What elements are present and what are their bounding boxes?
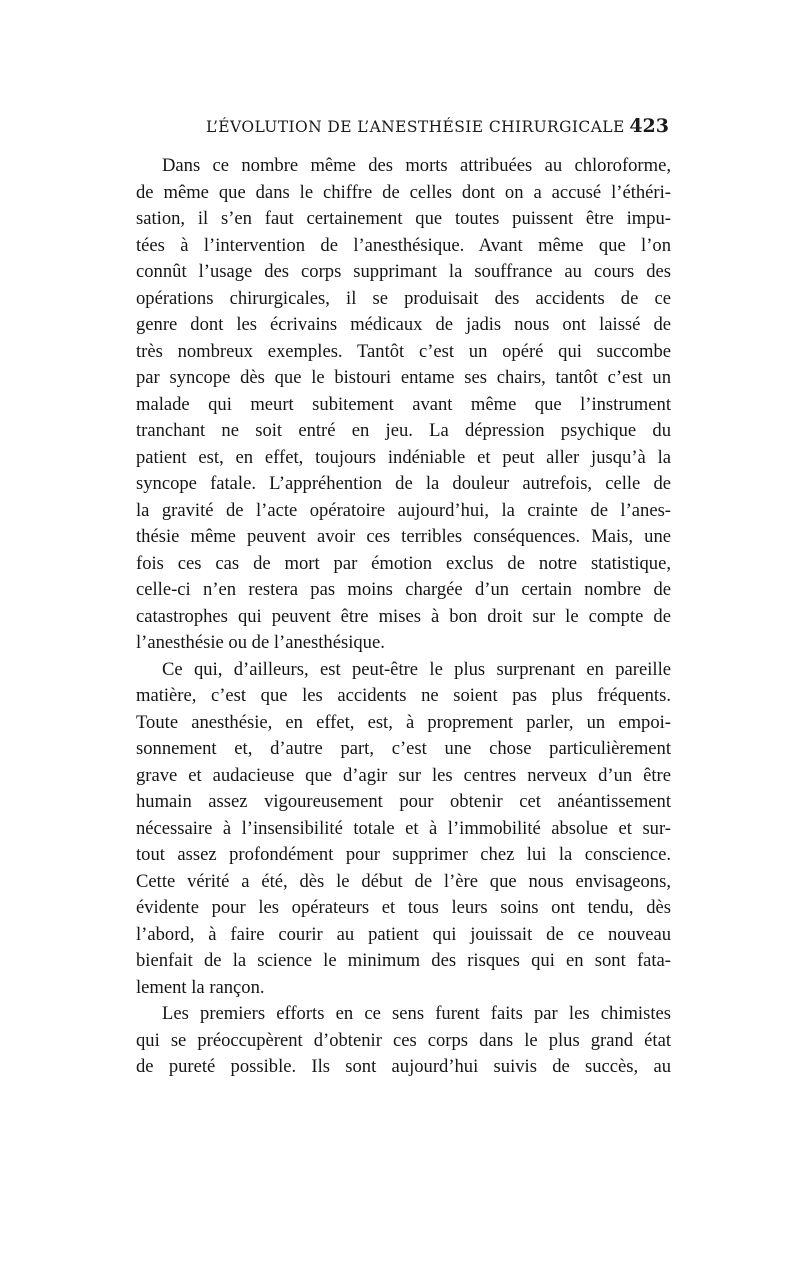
text-line: de pureté possible. Ils sont aujourd’hui suivis de succès, au [136, 1056, 671, 1077]
paragraph-3 [136, 1001, 671, 1081]
text-line: celle-ci n’en restera pas moins chargée d’un certain nombre de [136, 579, 671, 600]
text-line: lement la rançon. [136, 976, 265, 998]
text-line: bienfait de la science le minimum des risques qui en sont fata- [136, 950, 671, 971]
text-line: malade qui meurt subitement avant même que l’instrument [136, 393, 671, 415]
text-line: humain assez vigoureusement pour obtenir cet anéantissement [136, 791, 671, 812]
body-text [136, 153, 671, 1081]
text-line: évidente pour les opérateurs et tous leurs soins ont tendu, dès [136, 897, 671, 918]
text-line: qui se préoccupèrent d’obtenir ces corps dans le plus grand état [136, 1029, 671, 1051]
page-header [136, 116, 671, 138]
running-title: L’ÉVOLUTION DE L’ANESTHÉSIE CHIRURGICALE [206, 118, 625, 136]
text-line: sonnement et, d’autre part, c’est une chose particulièrement [136, 738, 671, 759]
text-line: matière, c’est que les accidents ne soient pas plus fréquents. [136, 685, 671, 706]
paragraph-2 [136, 657, 671, 1002]
text-line: patient est, en effet, toujours indéniable et peut aller jusqu’à la [136, 446, 671, 468]
text-line: fois ces cas de mort par émotion exclus de notre statistique, [136, 552, 671, 574]
text-line: genre dont les écrivains médicaux de jadis nous ont laissé de [136, 314, 671, 335]
text-line: tout assez profondément pour supprimer chez lui la conscience. [136, 844, 671, 865]
text-line: grave et audacieuse que d’agir sur les centres nerveux d’un être [136, 764, 671, 786]
text-line: la gravité de l’acte opératoire aujourd’hui, la crainte de l’anes- [136, 499, 671, 521]
page-number: 423 [629, 115, 669, 137]
text-line: Toute anesthésie, en effet, est, à proprement parler, un empoi- [136, 711, 671, 733]
text-line: catastrophes qui peuvent être mises à bon droit sur le compte de [136, 605, 671, 627]
text-line: tées à l’intervention de l’anesthésique. Avant même que l’on [136, 234, 671, 256]
text-line: sation, il s’en faut certainement que toutes puissent être impu- [136, 208, 671, 229]
text-line: de même que dans le chiffre de celles dont on a accusé l’éthéri- [136, 181, 671, 203]
text-line: Les premiers efforts en ce sens furent faits par les chimistes [162, 1003, 671, 1024]
text-line: opérations chirurgicales, il se produisait des accidents de ce [136, 287, 671, 309]
paragraph-1 [136, 153, 671, 657]
text-line: très nombreux exemples. Tantôt c’est un opéré qui succombe [136, 340, 671, 362]
text-line: l’abord, à faire courir au patient qui jouissait de ce nouveau [136, 923, 671, 945]
text-line: nécessaire à l’insensibilité totale et à l’immobilité absolue et sur- [136, 817, 671, 839]
text-line: tranchant ne soit entré en jeu. La dépression psychique du [136, 420, 671, 441]
text-line: l’anesthésie ou de l’anesthésique. [136, 632, 385, 653]
text-line: thésie même peuvent avoir ces terribles conséquences. Mais, une [136, 526, 671, 547]
text-line: syncope fatale. L’appréhention de la douleur autrefois, celle de [136, 473, 671, 494]
text-line: par syncope dès que le bistouri entame ses chairs, tantôt c’est un [136, 367, 671, 388]
text-line: Cette vérité a été, dès le début de l’ère que nous envisageons, [136, 870, 671, 892]
text-line: connût l’usage des corps supprimant la souffrance au cours des [136, 261, 671, 282]
text-line: Ce qui, d’ailleurs, est peut-être le plus surprenant en pareille [162, 658, 671, 680]
text-line: Dans ce nombre même des morts attribuées au chloroforme, [162, 155, 671, 176]
